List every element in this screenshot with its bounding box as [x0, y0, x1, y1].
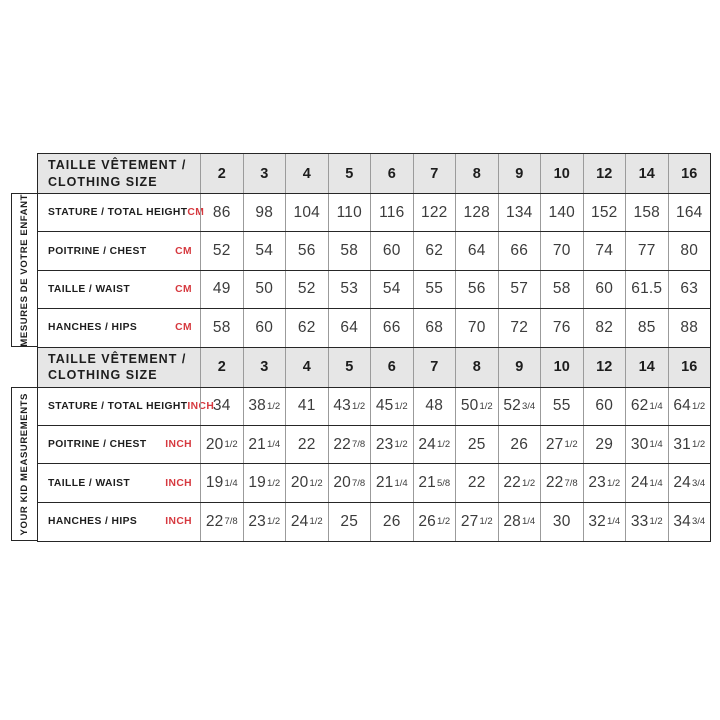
measurement-value-cell — [625, 464, 668, 501]
size-column-header: 7 — [413, 154, 456, 193]
measurement-label-cell — [38, 388, 215, 425]
measurement-label: STATURE / TOTAL HEIGHT — [48, 400, 188, 412]
measurement-value-cell: 70 — [540, 232, 583, 269]
measurement-row — [38, 388, 710, 426]
measurement-value-cell: 158 — [625, 194, 668, 231]
size-column-header: 8 — [455, 348, 498, 387]
value-whole: 52 — [503, 397, 521, 415]
measurement-value-cell — [413, 464, 456, 501]
measurement-value-cell: 88 — [668, 309, 711, 346]
measurement-value-cell — [413, 426, 456, 463]
clothing-size-header-label — [38, 154, 200, 193]
measurement-value-cell: 122 — [413, 194, 456, 231]
measurement-value-cell — [243, 388, 286, 425]
measurement-value-cell: 86 — [200, 194, 243, 231]
measurement-value-cell — [243, 503, 286, 541]
measurement-value-cell — [625, 426, 668, 463]
unit-label: CM — [187, 207, 205, 219]
measurement-value-cell: 54 — [370, 271, 413, 308]
measurement-value-cell: 53 — [328, 271, 371, 308]
measurement-label-cell — [38, 194, 205, 231]
measurement-value-cell: 128 — [455, 194, 498, 231]
side-label-box-inch — [11, 387, 37, 541]
measurement-value-cell — [498, 464, 541, 501]
value-whole: 62 — [630, 397, 649, 415]
size-column-header: 8 — [455, 154, 498, 193]
measurement-value-cell — [243, 426, 286, 463]
measurement-value-cell: 60 — [583, 388, 626, 425]
header-label-line1: TAILLE VÊTEMENT / — [48, 351, 187, 366]
value-fraction: 1/2 — [394, 439, 408, 451]
size-table — [37, 153, 711, 542]
measurement-label: POITRINE / CHEST — [48, 439, 147, 451]
measurement-value-cell — [498, 388, 541, 425]
value-whole: 19 — [205, 474, 224, 492]
size-column-header: 16 — [668, 154, 711, 193]
value-fraction: 3/4 — [521, 400, 536, 412]
measurement-value-cell: 60 — [370, 232, 413, 269]
measurement-value-cell: 29 — [583, 426, 626, 463]
measurement-value-cell: 34 — [200, 388, 243, 425]
measurement-label-cell — [38, 426, 200, 463]
measurement-value-cell: 60 — [243, 309, 286, 346]
side-label-cm: MESURES DE VOTRE ENFANT — [19, 193, 30, 347]
measurement-value-cell: 60 — [583, 271, 626, 308]
size-column-header: 14 — [625, 348, 668, 387]
value-fraction: 1/2 — [351, 400, 366, 412]
value-fraction: 7/8 — [351, 477, 366, 489]
value-whole: 23 — [375, 435, 394, 453]
measurement-value-cell: 48 — [413, 388, 456, 425]
side-label-box-cm — [11, 193, 37, 347]
measurement-value-cell: 58 — [200, 309, 243, 346]
size-column-header: 14 — [625, 154, 668, 193]
measurement-value-cell — [668, 388, 711, 425]
measurement-value-cell — [540, 464, 583, 501]
measurement-value-cell: 22 — [285, 426, 328, 463]
measurement-value-cell: 30 — [540, 503, 583, 541]
value-fraction: 1/2 — [479, 516, 493, 528]
measurement-value-cell: 56 — [455, 271, 498, 308]
value-whole: 20 — [205, 435, 224, 453]
size-column-header: 6 — [370, 348, 413, 387]
size-column-header: 10 — [540, 348, 583, 387]
measurement-value-cell — [498, 503, 541, 541]
unit-label: CM — [175, 283, 192, 295]
measurement-value-cell: 66 — [498, 232, 541, 269]
value-fraction: 3/4 — [691, 477, 706, 489]
value-whole: 23 — [588, 474, 606, 492]
measurement-value-cell: 52 — [285, 271, 328, 308]
measurement-value-cell: 62 — [413, 232, 456, 269]
measurement-value-cell — [413, 503, 456, 541]
measurement-value-cell — [370, 464, 413, 501]
value-whole: 33 — [630, 512, 649, 530]
measurement-value-cell: 41 — [285, 388, 328, 425]
measurement-value-cell: 64 — [455, 232, 498, 269]
measurement-label-cell — [38, 503, 200, 541]
measurement-value-cell: 134 — [498, 194, 541, 231]
measurement-value-cell: 26 — [370, 503, 413, 541]
measurement-value-cell: 62 — [285, 309, 328, 346]
unit-label: INCH — [165, 477, 192, 489]
measurement-label: TAILLE / WAIST — [48, 283, 131, 295]
value-fraction: 1/2 — [266, 400, 281, 412]
measurement-label: TAILLE / WAIST — [48, 477, 131, 489]
measurement-value-cell: 55 — [413, 271, 456, 308]
measurement-value-cell: 164 — [668, 194, 711, 231]
size-column-header: 4 — [285, 154, 328, 193]
measurement-value-cell: 22 — [455, 464, 498, 501]
value-fraction: 3/4 — [691, 516, 706, 528]
measurement-value-cell: 68 — [413, 309, 456, 346]
measurement-value-cell: 116 — [370, 194, 413, 231]
measurement-value-cell: 64 — [328, 309, 371, 346]
measurement-value-cell: 98 — [243, 194, 286, 231]
value-whole: 38 — [248, 397, 266, 415]
measurement-value-cell — [540, 426, 583, 463]
value-fraction: 1/2 — [224, 439, 238, 451]
value-whole: 24 — [290, 512, 309, 530]
value-fraction: 1/4 — [266, 439, 281, 451]
value-whole: 21 — [248, 435, 266, 453]
measurement-label: HANCHES / HIPS — [48, 516, 138, 528]
measurement-value-cell: 55 — [540, 388, 583, 425]
size-column-header: 3 — [243, 154, 286, 193]
measurement-row — [38, 232, 710, 270]
value-whole: 22 — [503, 474, 521, 492]
size-column-header: 9 — [498, 348, 541, 387]
value-fraction: 1/2 — [479, 400, 493, 412]
value-fraction: 1/4 — [649, 439, 663, 451]
measurement-value-cell — [583, 503, 626, 541]
value-fraction: 1/2 — [691, 400, 706, 412]
value-fraction: 1/4 — [224, 477, 238, 489]
measurement-value-cell — [328, 426, 371, 463]
value-whole: 22 — [545, 474, 564, 492]
measurement-row — [38, 464, 710, 502]
size-column-header: 4 — [285, 348, 328, 387]
measurement-label: HANCHES / HIPS — [48, 322, 138, 334]
measurement-value-cell — [200, 503, 243, 541]
measurement-row — [38, 194, 710, 232]
value-whole: 28 — [503, 512, 521, 530]
size-header-row — [38, 154, 710, 194]
value-whole: 43 — [333, 397, 351, 415]
measurement-value-cell: 26 — [498, 426, 541, 463]
value-whole: 24 — [418, 435, 436, 453]
size-column-header: 5 — [328, 154, 371, 193]
value-whole: 50 — [460, 397, 479, 415]
value-whole: 24 — [630, 474, 649, 492]
measurement-value-cell — [200, 426, 243, 463]
value-fraction: 1/4 — [606, 516, 621, 528]
measurement-label: POITRINE / CHEST — [48, 245, 147, 257]
measurement-value-cell: 25 — [455, 426, 498, 463]
measurement-value-cell: 104 — [285, 194, 328, 231]
value-fraction: 1/2 — [309, 477, 323, 489]
value-whole: 27 — [545, 435, 564, 453]
unit-label: INCH — [165, 439, 192, 451]
size-column-header: 5 — [328, 348, 371, 387]
measurement-label-cell — [38, 309, 200, 346]
measurement-value-cell — [370, 388, 413, 425]
size-chart — [11, 153, 711, 541]
value-fraction: 1/2 — [266, 477, 281, 489]
value-whole: 21 — [375, 474, 394, 492]
value-fraction: 1/2 — [564, 439, 578, 451]
unit-label: INCH — [187, 400, 215, 412]
size-column-header: 7 — [413, 348, 456, 387]
value-fraction: 7/8 — [564, 477, 578, 489]
measurement-value-cell: 56 — [285, 232, 328, 269]
measurement-value-cell: 50 — [243, 271, 286, 308]
value-whole: 64 — [673, 397, 691, 415]
header-label-line1: TAILLE VÊTEMENT / — [48, 158, 187, 173]
value-whole: 27 — [460, 512, 479, 530]
measurement-value-cell: 74 — [583, 232, 626, 269]
value-fraction: 1/2 — [521, 477, 536, 489]
measurement-value-cell: 54 — [243, 232, 286, 269]
value-whole: 22 — [205, 512, 224, 530]
value-whole: 22 — [333, 435, 351, 453]
measurement-label-cell — [38, 271, 200, 308]
measurement-value-cell — [668, 464, 711, 501]
value-fraction: 1/2 — [436, 439, 451, 451]
measurement-value-cell: 152 — [583, 194, 626, 231]
measurement-value-cell — [328, 464, 371, 501]
value-whole: 20 — [333, 474, 351, 492]
measurement-value-cell: 82 — [583, 309, 626, 346]
measurement-value-cell: 25 — [328, 503, 371, 541]
measurement-row — [38, 426, 710, 464]
header-label-line2: CLOTHING SIZE — [48, 174, 158, 189]
measurement-row — [38, 503, 710, 541]
measurement-value-cell: 110 — [328, 194, 371, 231]
measurement-value-cell: 80 — [668, 232, 711, 269]
measurement-value-cell — [668, 503, 711, 541]
value-fraction: 1/2 — [394, 400, 408, 412]
value-whole: 21 — [418, 474, 436, 492]
size-column-header: 12 — [583, 348, 626, 387]
measurement-value-cell: 76 — [540, 309, 583, 346]
measurement-label: STATURE / TOTAL HEIGHT — [48, 207, 188, 219]
measurement-value-cell — [200, 464, 243, 501]
value-whole: 19 — [248, 474, 266, 492]
size-column-header: 9 — [498, 154, 541, 193]
size-header-row — [38, 348, 710, 388]
measurement-row — [38, 271, 710, 309]
measurement-value-cell: 77 — [625, 232, 668, 269]
value-whole: 31 — [673, 435, 691, 453]
clothing-size-header-label — [38, 348, 200, 387]
measurement-value-cell: 52 — [200, 232, 243, 269]
measurement-row — [38, 309, 710, 347]
value-fraction: 1/4 — [521, 516, 536, 528]
value-fraction: 1/2 — [266, 516, 281, 528]
measurement-value-cell — [455, 503, 498, 541]
measurement-value-cell — [243, 464, 286, 501]
value-fraction: 1/2 — [691, 439, 706, 451]
value-fraction: 7/8 — [351, 439, 366, 451]
measurement-value-cell — [285, 503, 328, 541]
measurement-value-cell — [668, 426, 711, 463]
measurement-value-cell — [625, 503, 668, 541]
measurement-value-cell: 58 — [540, 271, 583, 308]
header-label-line2: CLOTHING SIZE — [48, 368, 158, 383]
measurement-value-cell — [285, 464, 328, 501]
measurement-value-cell — [370, 426, 413, 463]
size-column-header: 16 — [668, 348, 711, 387]
size-column-header: 2 — [200, 348, 243, 387]
value-whole: 34 — [673, 512, 691, 530]
size-column-header: 3 — [243, 348, 286, 387]
unit-label: INCH — [165, 516, 192, 528]
measurement-label-cell — [38, 232, 200, 269]
measurement-value-cell: 66 — [370, 309, 413, 346]
measurement-value-cell: 85 — [625, 309, 668, 346]
size-column-header: 6 — [370, 154, 413, 193]
measurement-value-cell: 57 — [498, 271, 541, 308]
value-fraction: 5/8 — [436, 477, 451, 489]
value-whole: 20 — [290, 474, 309, 492]
measurement-label-cell — [38, 464, 200, 501]
unit-label: CM — [175, 322, 192, 334]
value-fraction: 1/4 — [394, 477, 408, 489]
size-column-header: 10 — [540, 154, 583, 193]
value-fraction: 7/8 — [224, 516, 238, 528]
measurement-value-cell: 58 — [328, 232, 371, 269]
value-fraction: 1/2 — [436, 516, 451, 528]
size-column-header: 12 — [583, 154, 626, 193]
measurement-value-cell: 140 — [540, 194, 583, 231]
measurement-value-cell — [625, 388, 668, 425]
value-whole: 26 — [418, 512, 436, 530]
size-column-header: 2 — [200, 154, 243, 193]
measurement-value-cell: 72 — [498, 309, 541, 346]
value-fraction: 1/2 — [309, 516, 323, 528]
value-whole: 30 — [630, 435, 649, 453]
value-whole: 45 — [375, 397, 394, 415]
unit-label: CM — [175, 245, 192, 257]
value-whole: 23 — [248, 512, 266, 530]
measurement-value-cell — [455, 388, 498, 425]
measurement-value-cell — [583, 464, 626, 501]
measurement-value-cell — [328, 388, 371, 425]
value-whole: 32 — [588, 512, 606, 530]
value-fraction: 1/4 — [649, 400, 663, 412]
value-whole: 24 — [673, 474, 691, 492]
value-fraction: 1/2 — [649, 516, 663, 528]
value-fraction: 1/4 — [649, 477, 663, 489]
measurement-value-cell: 61.5 — [625, 271, 668, 308]
value-fraction: 1/2 — [606, 477, 621, 489]
side-label-inch: YOUR KID MEASUREMENTS — [19, 392, 30, 536]
measurement-value-cell: 63 — [668, 271, 711, 308]
measurement-value-cell: 49 — [200, 271, 243, 308]
measurement-value-cell: 70 — [455, 309, 498, 346]
